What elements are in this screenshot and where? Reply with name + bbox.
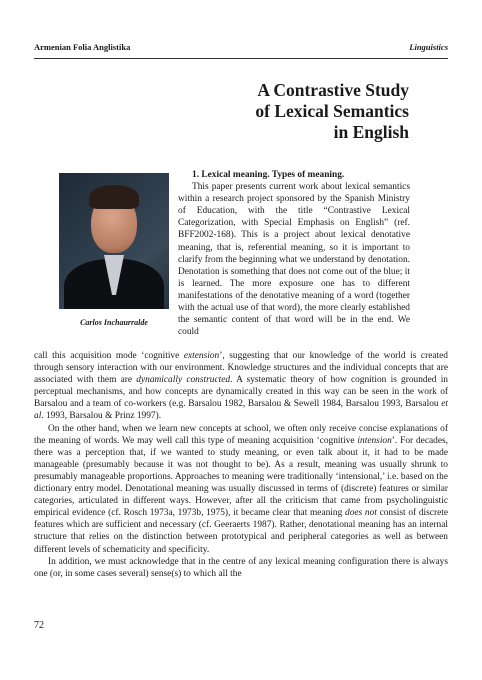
header-rule xyxy=(34,58,448,59)
author-photo xyxy=(59,173,169,309)
paragraph-3: In addition, we must acknowledge that in the centre of any lexical meaning configuration there is always one (or, in some cases several) sense(s) to which all the xyxy=(34,556,448,579)
photo-caption: Carlos Inchaurralde xyxy=(80,318,148,327)
section-name: Linguistics xyxy=(409,42,448,52)
title-line-2: of Lexical Semantics xyxy=(255,101,409,121)
paragraph-1-start: This paper presents current work about lexical semantics within a research project sponsored by the Spanish Ministry of Education, with the title “Contrastive Lexical Categorization, with Special Emphasis on English” (ref. BFF2002-168). This is a project about lexical denotative meaning, that is, referential meaning, so it is important to clarify from the beginning what we understand by denotation. Denotation is something that does not come out of the blue; it is learned. The more exposure one has to different manifestations of the denotative meaning of a word (together with the actual use of that word), the more clearly established the semantic content of that word will be in the end. We could xyxy=(178,182,410,338)
running-header xyxy=(34,42,448,56)
section-heading: 1. Lexical meaning. Types of meaning. xyxy=(192,170,345,180)
full-width-text xyxy=(34,350,448,580)
article-title xyxy=(255,80,409,143)
photo-hair xyxy=(89,185,139,209)
paragraph-1-continued: call this acquisition mode ‘cognitive extension’, suggesting that our knowledge of the world is created through sensory interaction with our environment. Knowledge structures and the individual concepts that are associated with them are dynamically constructed. A systematic theory of how cognition is grounded in perceptual mechanisms, and how concepts are dynamically created in this way can be seen in the work of Barsalou and a team of co-workers (e.g. Barsalou 1982, Barsalou & Sewell 1984, Barsalou 1993, Barsalou et al. 1993, Barsalou & Prinz 1997). xyxy=(34,351,448,422)
title-line-1: A Contrastive Study xyxy=(257,80,409,100)
title-line-3: in English xyxy=(333,122,409,142)
right-column-text xyxy=(178,169,410,338)
journal-name: Armenian Folia Anglistika xyxy=(34,42,131,52)
page-number: 72 xyxy=(34,620,44,631)
paragraph-2: On the other hand, when we learn new concepts at school, we often only receive concise explanations of the meaning of words. We may well call this type of meaning acquisition ‘cognitive intension’. For decades, there was a perception that, if we wanted to study meaning, or even talk about it, it had to be made manageable (presumably because it was not thought to be). As a result, meaning was usually shrunk to presumably manageable proportions. Approaches to meaning were traditionally ‘intensional,’ i.e. based on the dictionary entry model. Denotational meaning was usually discussed in terms of (discrete) features or similar categories, articulated in different ways. However, after all the criticism that came from psycholinguistic empirical evidence (cf. Rosch 1973a, 1973b, 1975), it became clear that meaning does not consist of discrete features which are sufficient and necessary (cf. Geeraerts 1987). Rather, denotational meaning has an internal structure that relies on the distinction between prototypical and peripheral categories as well as between different levels of schematicity and specificity. xyxy=(34,423,448,555)
